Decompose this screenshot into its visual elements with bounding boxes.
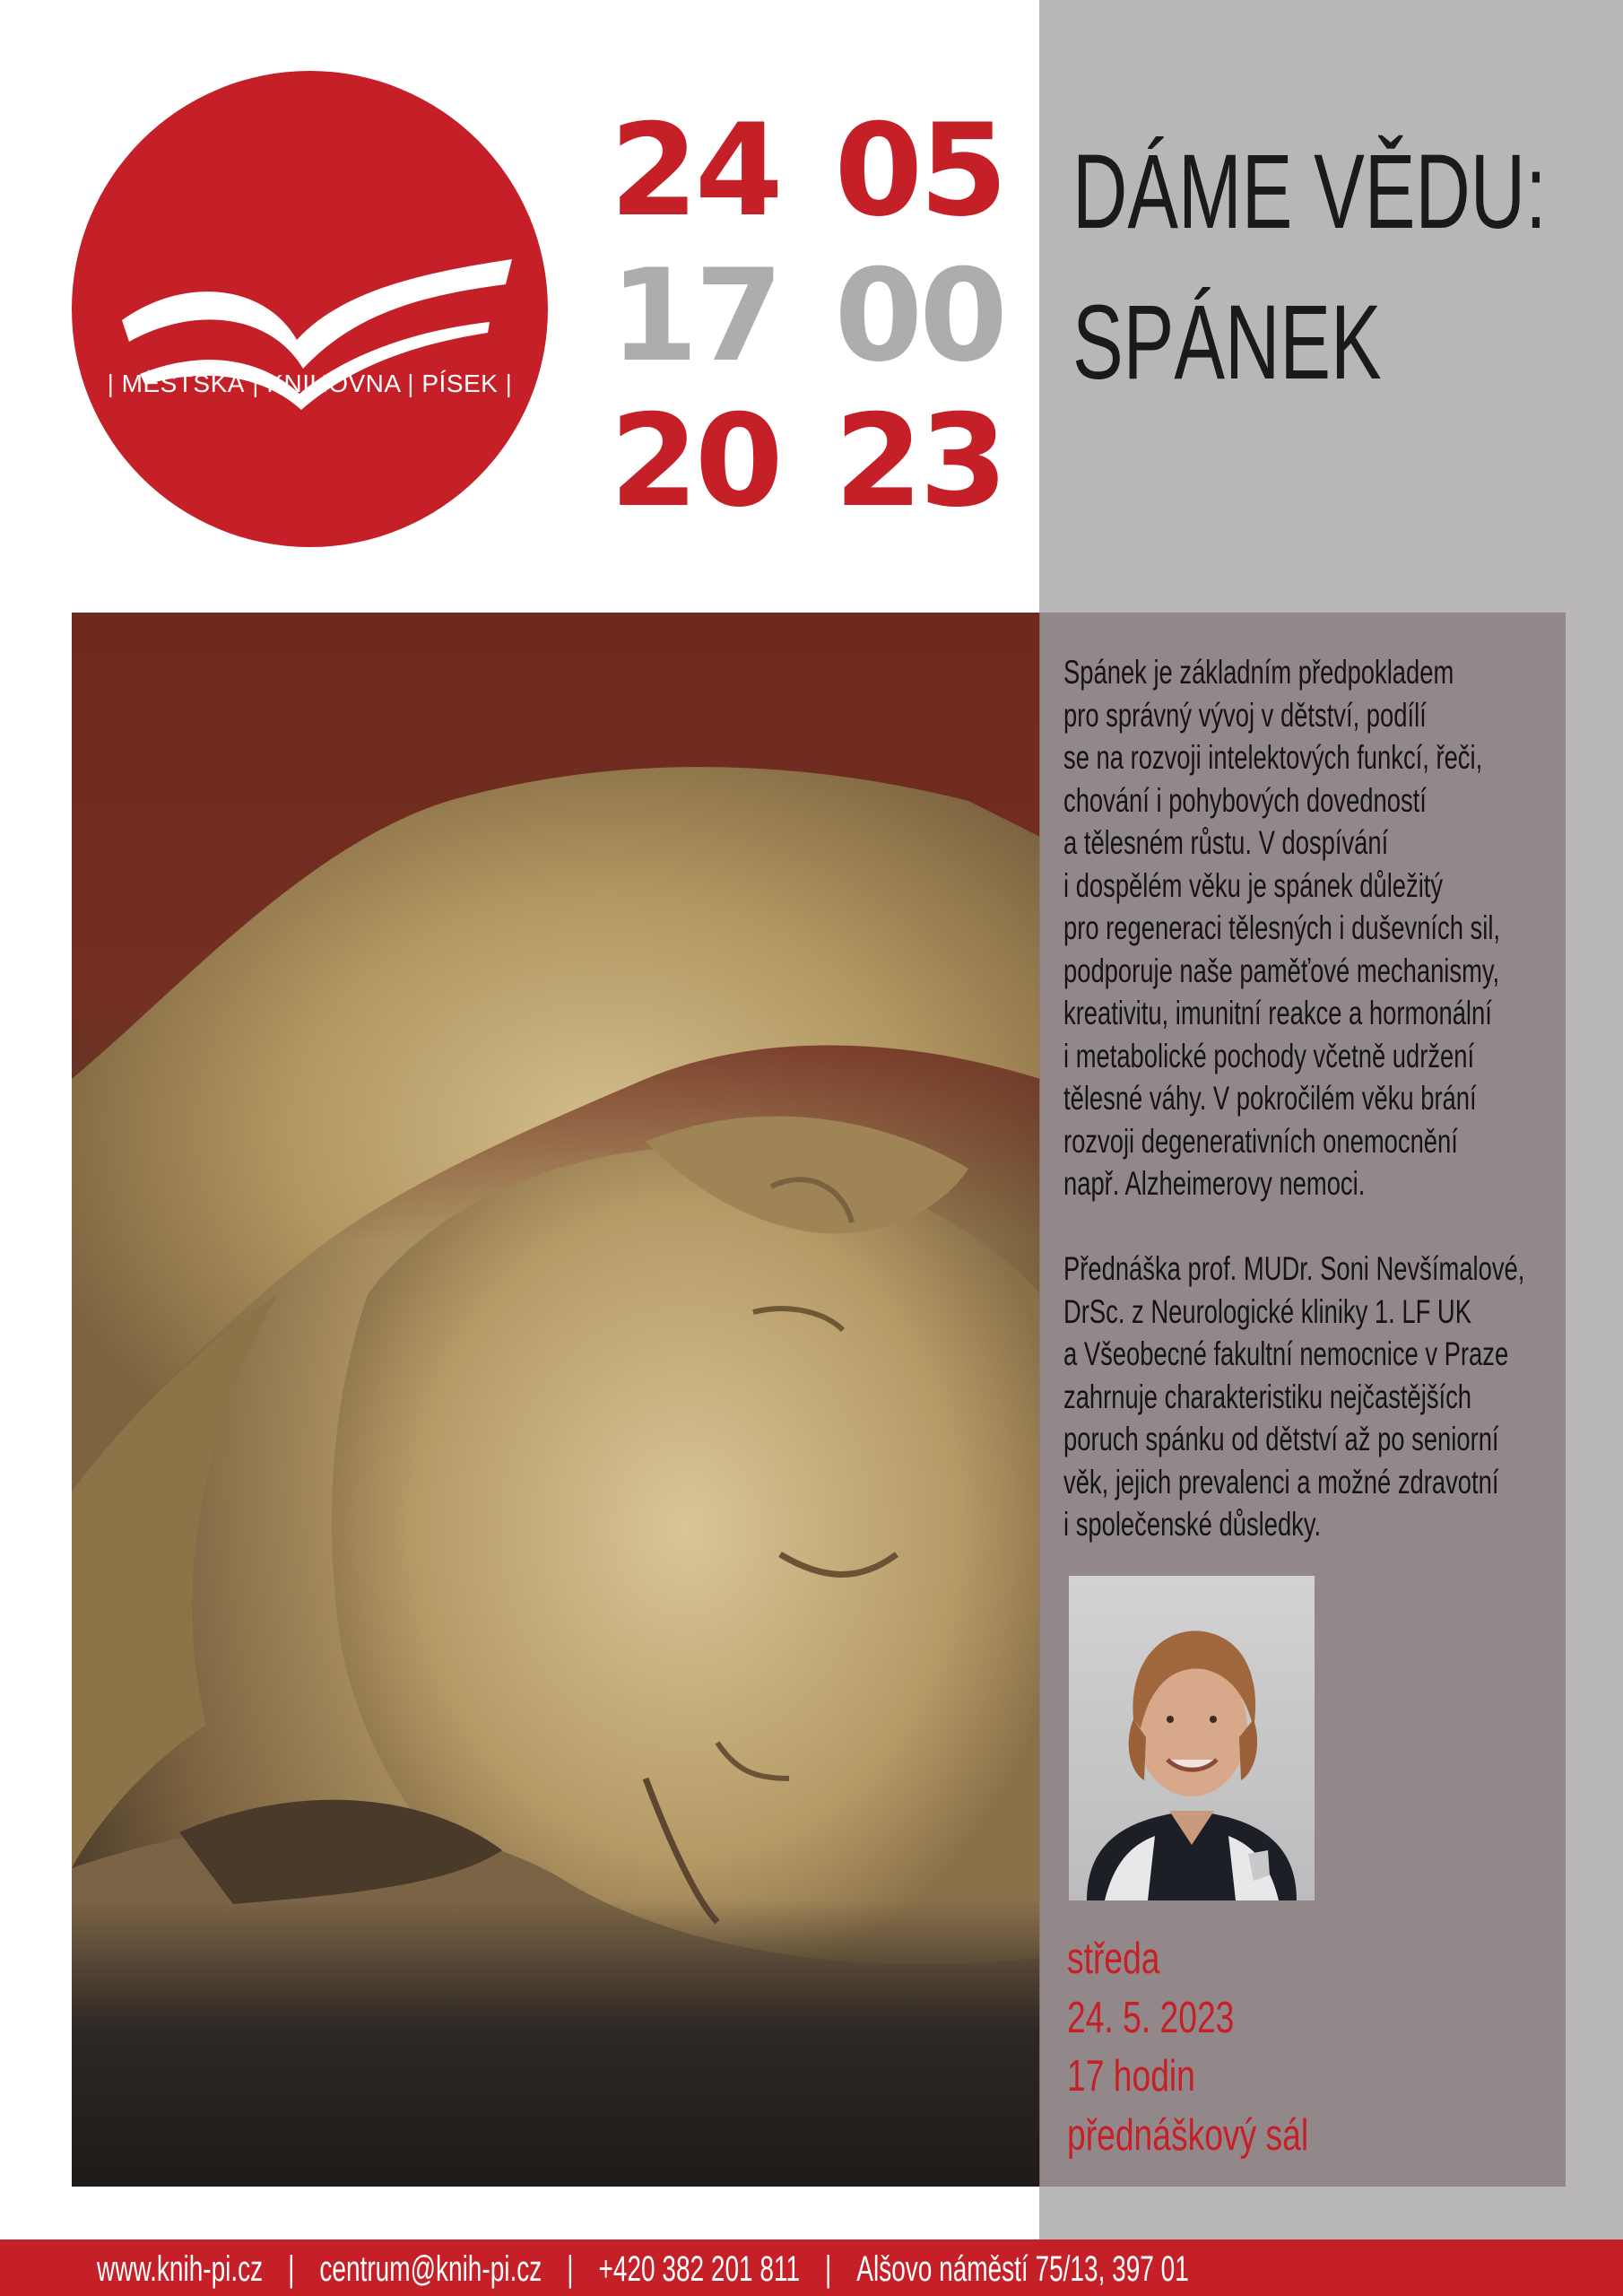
date-row-time	[610, 244, 1004, 389]
date-row-year	[610, 389, 1004, 535]
event-day: středa	[1067, 1935, 1160, 1983]
footer-separator: |	[567, 2249, 574, 2289]
desc-p2-line: DrSc. z Neurologické kliniky 1. LF UK	[1063, 1292, 1471, 1330]
library-logo[interactable]	[72, 71, 548, 547]
footer-separator: |	[288, 2249, 295, 2289]
desc-p2-line: i společenské důsledky.	[1063, 1506, 1322, 1543]
desc-p1-line: tělesné váhy. V pokročilém věku brání	[1063, 1080, 1477, 1117]
footer-separator: |	[825, 2249, 832, 2289]
event-info	[1067, 1930, 1449, 2165]
description-text	[1063, 651, 1525, 1546]
desc-p1-line: i metabolické pochody včetně udržení	[1063, 1037, 1475, 1074]
logo-text	[72, 370, 548, 398]
date-day: 24	[610, 97, 780, 245]
date-row-day-month	[610, 99, 1004, 244]
footer-address: Alšovo náměstí 75/13, 397 01	[856, 2249, 1189, 2289]
desc-p1-line: se na rozvoji intelektových funkcí, řeči,	[1063, 739, 1483, 776]
footer-email-link[interactable]: centrum@knih-pi.cz	[319, 2249, 542, 2289]
sleeping-statue-photo	[72, 613, 1040, 2187]
event-place: přednáškový sál	[1067, 2110, 1309, 2160]
desc-p2-line: zahrnuje charakteristiku nejčastějších	[1063, 1378, 1472, 1415]
speaker-portrait-illustration	[1069, 1576, 1315, 1900]
title-line-1: DÁME VĚDU:	[1072, 133, 1547, 251]
logo-text-knihovna: KNIHOVNA	[266, 370, 401, 397]
time-hour: 17	[610, 242, 780, 390]
desc-p1-line: Spánek je základním předpokladem	[1063, 654, 1454, 691]
footer-contacts	[97, 2248, 1603, 2290]
desc-p1-line: rozvoji degenerativních onemocnění	[1063, 1122, 1458, 1160]
logo-separator: |	[505, 370, 513, 397]
date-block	[610, 99, 1004, 535]
desc-p2-line: věk, jejich prevalenci a možné zdravotní	[1063, 1463, 1499, 1500]
speaker-portrait	[1069, 1576, 1315, 1900]
desc-p1-line: a tělesném růstu. V dospívání	[1063, 824, 1389, 861]
year-part-1: 20	[610, 387, 780, 535]
desc-p1-line: podporuje naše paměťové mechanismy,	[1063, 952, 1500, 989]
time-minute: 00	[834, 242, 1004, 390]
desc-p2-line: poruch spánku od dětství až po seniorní	[1063, 1421, 1499, 1457]
desc-p1-line: kreativitu, imunitní reakce a hormonální	[1063, 995, 1492, 1031]
desc-p2-line: a Všeobecné fakultní nemocnice v Praze	[1063, 1335, 1509, 1372]
title-line-2: SPÁNEK	[1072, 283, 1382, 402]
year-part-2: 23	[834, 387, 1004, 535]
desc-p1-line: i dospělém věku je spánek důležitý	[1063, 866, 1444, 904]
logo-separator: |	[407, 370, 415, 397]
desc-p1-line: např. Alzheimerovy nemoci.	[1063, 1165, 1366, 1202]
paragraph-gap	[1063, 1205, 1462, 1248]
footer-bar	[0, 2239, 1623, 2296]
desc-p1-line: pro správný vývoj v dětství, podílí	[1063, 696, 1427, 734]
page-title	[1072, 117, 1547, 418]
desc-p1-line: pro regeneraci tělesných i duševních sil,	[1063, 909, 1501, 946]
logo-text-pisek: PÍSEK	[421, 370, 499, 397]
event-time: 17 hodin	[1067, 2052, 1195, 2100]
logo-separator: |	[252, 370, 260, 397]
desc-p2-line: Přednáška prof. MUDr. Soni Nevšímalové,	[1063, 1250, 1525, 1287]
footer-phone[interactable]: +420 382 201 811	[598, 2249, 801, 2289]
event-date: 24. 5. 2023	[1067, 1993, 1235, 2042]
date-month: 05	[834, 97, 1004, 245]
logo-text-mestska: MĚSTSKÁ	[121, 370, 245, 397]
photo-floor	[72, 1900, 1040, 2187]
footer-website-link[interactable]: www.knih-pi.cz	[97, 2249, 264, 2289]
logo-separator: |	[107, 370, 115, 397]
desc-p1-line: chování i pohybových dovedností	[1063, 781, 1427, 819]
